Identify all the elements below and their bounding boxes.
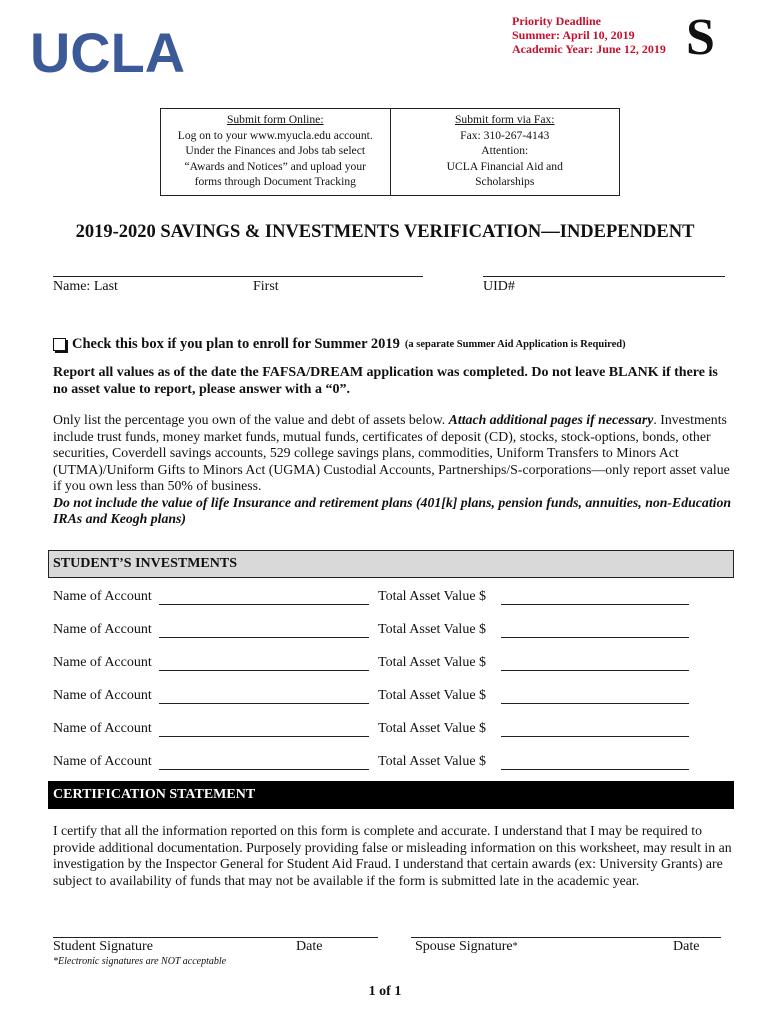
asset-value-field[interactable]: [501, 769, 689, 770]
instructions: [53, 412, 735, 528]
asset-value-field[interactable]: [501, 703, 689, 704]
spouse-signature-text: Spouse Signature: [415, 939, 513, 954]
account-name-label: Name of Account: [53, 589, 152, 604]
account-name-label: Name of Account: [53, 721, 152, 736]
submit-online-line: Log on to your www.myucla.edu account.: [177, 128, 373, 142]
student-investments-heading: STUDENT’S INVESTMENTS: [48, 550, 734, 578]
asset-value-field[interactable]: [501, 670, 689, 671]
instructions-lead: Only list the percentage you own of the value and debt of assets below.: [53, 412, 449, 427]
submit-online: [161, 109, 390, 195]
asset-value-field[interactable]: [501, 736, 689, 737]
submit-fax-line: Fax: 310-267-4143: [460, 128, 550, 142]
submit-instructions-box: [160, 108, 620, 196]
asset-value-field[interactable]: [501, 604, 689, 605]
asset-value-label: Total Asset Value $: [378, 721, 487, 736]
student-signature-label: Student Signature: [53, 939, 153, 954]
form-letter: S: [686, 9, 715, 66]
asset-value-label: Total Asset Value $: [378, 655, 487, 670]
submit-fax-line: Attention:: [481, 144, 529, 158]
certification-heading: CERTIFICATION STATEMENT: [48, 781, 734, 809]
deadline-line: Summer: April 10, 2019: [512, 28, 635, 42]
submit-online-line: Under the Finances and Jobs tab select: [185, 144, 366, 158]
spouse-date-label: Date: [673, 939, 700, 954]
account-name-field[interactable]: [159, 604, 369, 605]
instructions-emphasis: Attach additional pages if necessary: [448, 412, 654, 427]
instructions-tail: . Investments include trust funds, money market funds, mutual funds, certificates of deposit (CD), stocks, stock-options, bonds, other securities, Coverdell savings accounts, 529 college savings plans, commodities, Uniform Transfers to Minors Act (UTMA)/Uniform Gifts to Minors Act (UGMA) Custodial Accounts, Partnerships/S-corporations—only report asset value if you own less than 50% of business.: [53, 412, 730, 493]
name-first-label: First: [253, 279, 279, 294]
account-name-label: Name of Account: [53, 655, 152, 670]
account-name-label: Name of Account: [53, 754, 152, 769]
submit-online-heading: Submit form Online:: [226, 113, 324, 126]
electronic-signature-note: *Electronic signatures are NOT acceptable: [53, 956, 227, 967]
uid-label: UID#: [483, 279, 515, 294]
summer-checkbox[interactable]: [53, 338, 66, 351]
summer-checkbox-label: Check this box if you plan to enroll for Summer 2019: [72, 336, 400, 352]
report-instruction: Report all values as of the date the FAFSA/DREAM application was completed. Do not leave BLANK if there is no asset value to report, please answer with a “0”.: [53, 365, 718, 397]
certification-text: I certify that all the information reported on this form is complete and accurate. I understand that I may be required to provide additional documentation. Purposely providing false or misleading information on this worksheet, may result in an investigation by the Inspector General for Student Aid Fraud. I understand that certain awards (ex: University Grants) are subject to availability of funds that may not be available if the form is submitted late in the academic year.: [53, 823, 732, 889]
form-title: 2019-2020 SAVINGS & INVESTMENTS VERIFICATION—INDEPENDENT: [75, 222, 695, 242]
summer-enroll-row: [53, 336, 626, 353]
student-date-label: Date: [296, 939, 323, 954]
account-name-field[interactable]: [159, 736, 369, 737]
ucla-logo: [30, 22, 190, 78]
investment-row: [53, 721, 733, 739]
spouse-signature-asterisk: *: [512, 941, 518, 952]
account-name-field[interactable]: [159, 769, 369, 770]
investment-row: [53, 655, 733, 673]
deadline-line: Priority Deadline: [512, 14, 601, 28]
deadline-line: Academic Year: June 12, 2019: [512, 42, 666, 56]
name-last-label: Name: Last: [53, 279, 118, 294]
asset-value-label: Total Asset Value $: [378, 688, 487, 703]
investment-row: [53, 754, 733, 772]
submit-online-line: forms through Document Tracking: [194, 175, 356, 189]
page-number: 1 of 1: [368, 984, 402, 999]
submit-fax: [390, 109, 620, 195]
priority-deadline: [512, 14, 666, 56]
asset-value-label: Total Asset Value $: [378, 754, 487, 769]
account-name-label: Name of Account: [53, 622, 152, 637]
spouse-signature-line[interactable]: [411, 937, 721, 938]
uid-input-line[interactable]: [483, 276, 725, 277]
account-name-field[interactable]: [159, 703, 369, 704]
asset-value-label: Total Asset Value $: [378, 589, 487, 604]
submit-fax-line: Scholarships: [475, 175, 535, 189]
ucla-logo-text: UCLA: [30, 22, 185, 78]
investment-row: [53, 688, 733, 706]
submit-fax-heading: Submit form via Fax:: [454, 113, 555, 126]
account-name-field[interactable]: [159, 670, 369, 671]
asset-value-field[interactable]: [501, 637, 689, 638]
name-input-line[interactable]: [53, 276, 423, 277]
asset-value-label: Total Asset Value $: [378, 622, 487, 637]
submit-online-line: “Awards and Notices” and upload your: [184, 159, 366, 173]
spouse-signature-label: [415, 939, 518, 955]
student-signature-line[interactable]: [53, 937, 378, 938]
investment-row: [53, 589, 733, 607]
submit-fax-line: UCLA Financial Aid and: [446, 159, 563, 173]
summer-checkbox-note: (a separate Summer Aid Application is Required): [404, 339, 626, 350]
account-name-field[interactable]: [159, 637, 369, 638]
investment-row: [53, 622, 733, 640]
instructions-exclusion: Do not include the value of life Insurance and retirement plans (401[k] plans, pension funds, annuities, non-Education IRAs and Keogh plans): [53, 494, 732, 526]
account-name-label: Name of Account: [53, 688, 152, 703]
